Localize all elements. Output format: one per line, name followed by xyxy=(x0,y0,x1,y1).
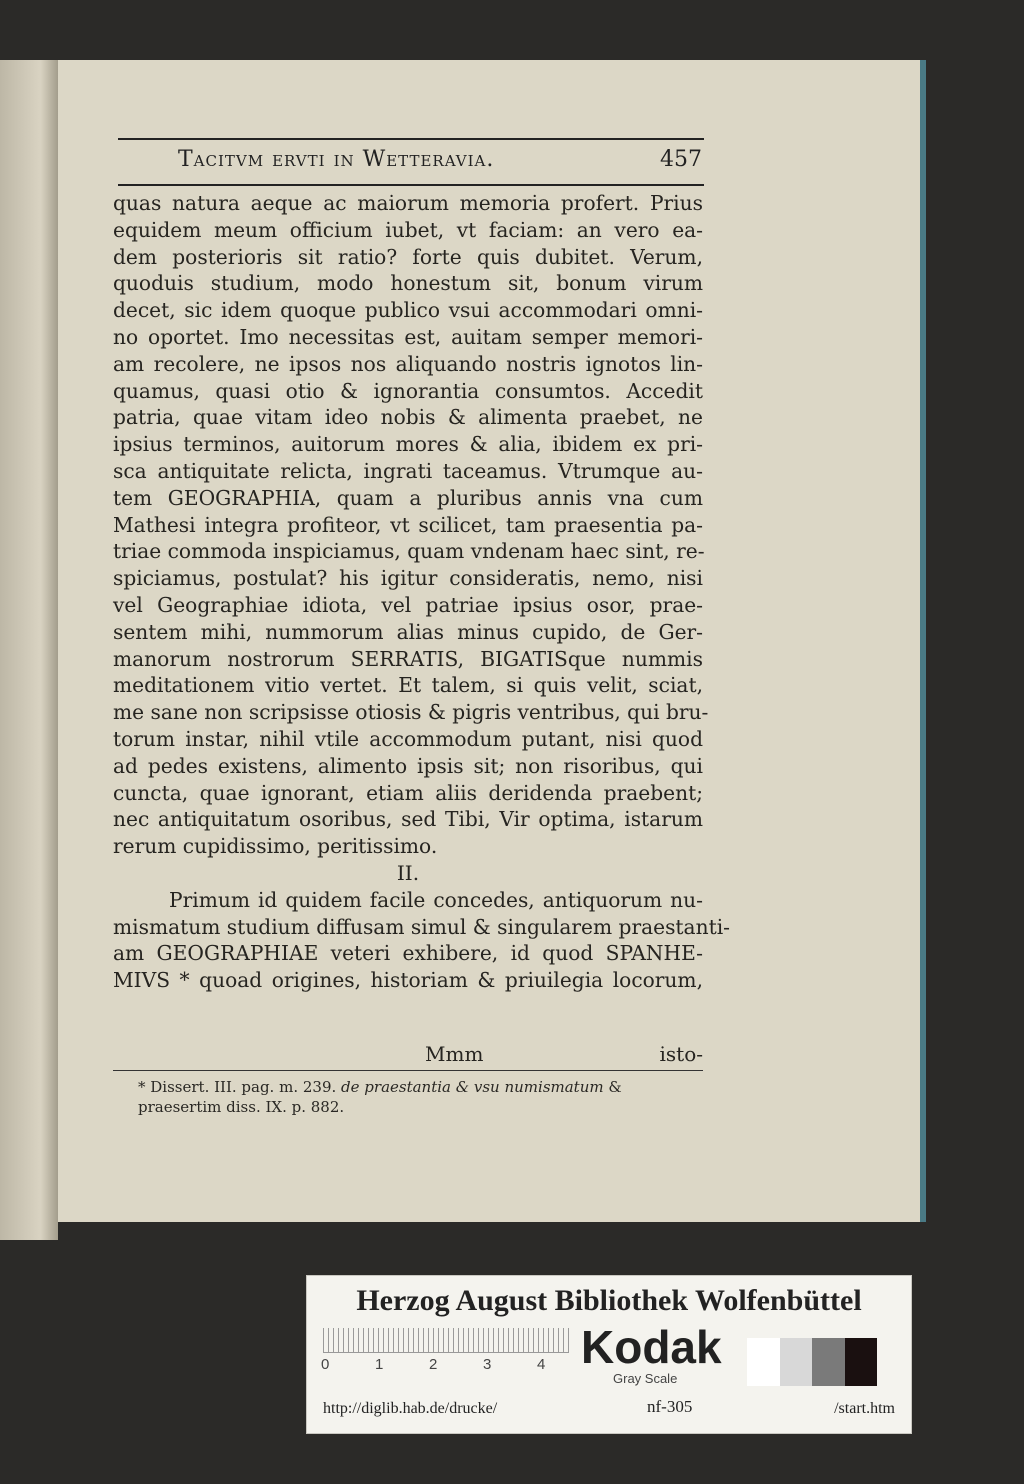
text-line: am recolere, ne ipsos nos aliquando nostris ignotos lin- xyxy=(113,351,703,376)
label-code: nf-305 xyxy=(647,1397,693,1416)
signature-mark: Mmm xyxy=(425,1042,484,1066)
text-line: me sane non scripsisse otiosis & pigris ventribus, qui bru- xyxy=(113,700,709,725)
footnote-line-2: praesertim diss. IX. p. 882. xyxy=(138,1098,345,1116)
ruler-number: 1 xyxy=(375,1356,384,1373)
text-line: cuncta, quae ignorant, etiam aliis deridenda praebent; xyxy=(113,780,703,805)
text-line: quas natura aeque ac maiorum memoria profert. Prius xyxy=(113,191,703,215)
gray-scale-patches xyxy=(747,1338,877,1386)
text-line: nec antiquitatum osoribus, sed Tibi, Vir optima, istarum xyxy=(113,807,703,832)
text-line: torum instar, nihil vtile accommodum putant, nisi quod xyxy=(113,726,703,751)
text-line: sentem mihi, nummorum alias minus cupido, de Ger- xyxy=(113,619,703,644)
section-number: II. xyxy=(396,860,420,885)
label-title: Herzog August Bibliothek Wolfenbüttel xyxy=(356,1284,862,1317)
text-line: ipsius terminos, auitorum mores & alia, ibidem ex pri- xyxy=(113,432,703,457)
catchword-row xyxy=(113,1042,703,1068)
label-start: /start.htm xyxy=(834,1400,895,1417)
header-title: Tacitvm ervti in Wetteravia. xyxy=(178,147,495,172)
text-line: mismatum studium diffusam simul & singularem praestanti- xyxy=(113,914,730,939)
text-line: tem GEOGRAPHIA, quam a pluribus annis vna cum xyxy=(113,485,703,510)
ruler-numbers xyxy=(321,1356,581,1376)
footnote-amp: & xyxy=(608,1078,622,1096)
text-line: quamus, quasi otio & ignorantia consumtos. Accedit xyxy=(113,378,703,403)
text-line: no oportet. Imo necessitas est, auitam semper memori- xyxy=(113,324,703,349)
kodak-logo: Kodak xyxy=(581,1321,722,1373)
footnote-line-1 xyxy=(138,1077,698,1097)
text-line: manorum nostrorum SERRATIS, BIGATISque nummis xyxy=(113,646,703,671)
ruler-number: 2 xyxy=(429,1356,438,1373)
ruler-number: 3 xyxy=(483,1356,492,1373)
footnote xyxy=(138,1077,698,1117)
gray-scale-caption: Gray Scale xyxy=(613,1371,678,1386)
text-line: patria, quae vitam ideo nobis & alimenta praebet, ne xyxy=(113,405,703,430)
text-line: MIVS * quoad origines, historiam & priuilegia locorum, xyxy=(113,968,703,993)
footnote-ref: * Dissert. III. pag. m. 239. xyxy=(138,1078,337,1096)
catchword: isto- xyxy=(659,1042,703,1066)
body-text xyxy=(113,190,730,994)
text-line: sca antiquitate relicta, ingrati taceamus. Vtrumque au- xyxy=(113,458,703,483)
text-line: Primum id quidem facile concedes, antiquorum nu- xyxy=(169,887,703,912)
gray-patch xyxy=(845,1338,878,1386)
text-line: spiciamus, postulat? his igitur consideratis, nemo, nisi xyxy=(113,566,703,591)
footnote-title: de praestantia & vsu numismatum xyxy=(341,1078,604,1096)
text-line: vel Geographiae idiota, vel patriae ipsius osor, prae- xyxy=(113,592,703,617)
library-label xyxy=(306,1275,912,1434)
gray-patch xyxy=(780,1338,813,1386)
running-header xyxy=(118,138,704,186)
scale-ruler xyxy=(323,1328,569,1353)
gray-patch xyxy=(747,1338,780,1386)
text-line: Mathesi integra profiteor, vt scilicet, tam praesentia pa- xyxy=(113,512,703,537)
left-page-edge xyxy=(0,60,58,1240)
text-line: decet, sic idem quoque publico vsui accommodari omni- xyxy=(113,298,703,323)
paragraph-1 xyxy=(113,190,709,860)
paragraph-2 xyxy=(113,887,730,994)
footnote-rule xyxy=(113,1070,703,1071)
text-line: meditationem vitio vertet. Et talem, si quis velit, sciat, xyxy=(113,673,703,698)
text-line: quoduis studium, modo honestum sit, bonum virum xyxy=(113,271,703,296)
ruler-number: 4 xyxy=(537,1356,546,1373)
label-url: http://diglib.hab.de/drucke/ xyxy=(323,1400,498,1417)
text-line: ad pedes existens, alimento ipsis sit; non risoribus, qui xyxy=(113,753,703,778)
text-line: dem posterioris sit ratio? forte quis dubitet. Verum, xyxy=(113,244,703,269)
page-number: 457 xyxy=(660,147,702,172)
text-line: triae commoda inspiciamus, quam vndenam haec sint, re- xyxy=(113,539,705,564)
text-line: am GEOGRAPHIAE veteri exhibere, id quod SPANHE- xyxy=(113,941,703,966)
book-page xyxy=(58,60,920,1222)
text-line: rerum cupidissimo, peritissimo. xyxy=(113,834,438,859)
ruler-number: 0 xyxy=(321,1356,330,1373)
gray-patch xyxy=(812,1338,845,1386)
text-line: equidem meum officium iubet, vt faciam: an vero ea- xyxy=(113,217,703,242)
